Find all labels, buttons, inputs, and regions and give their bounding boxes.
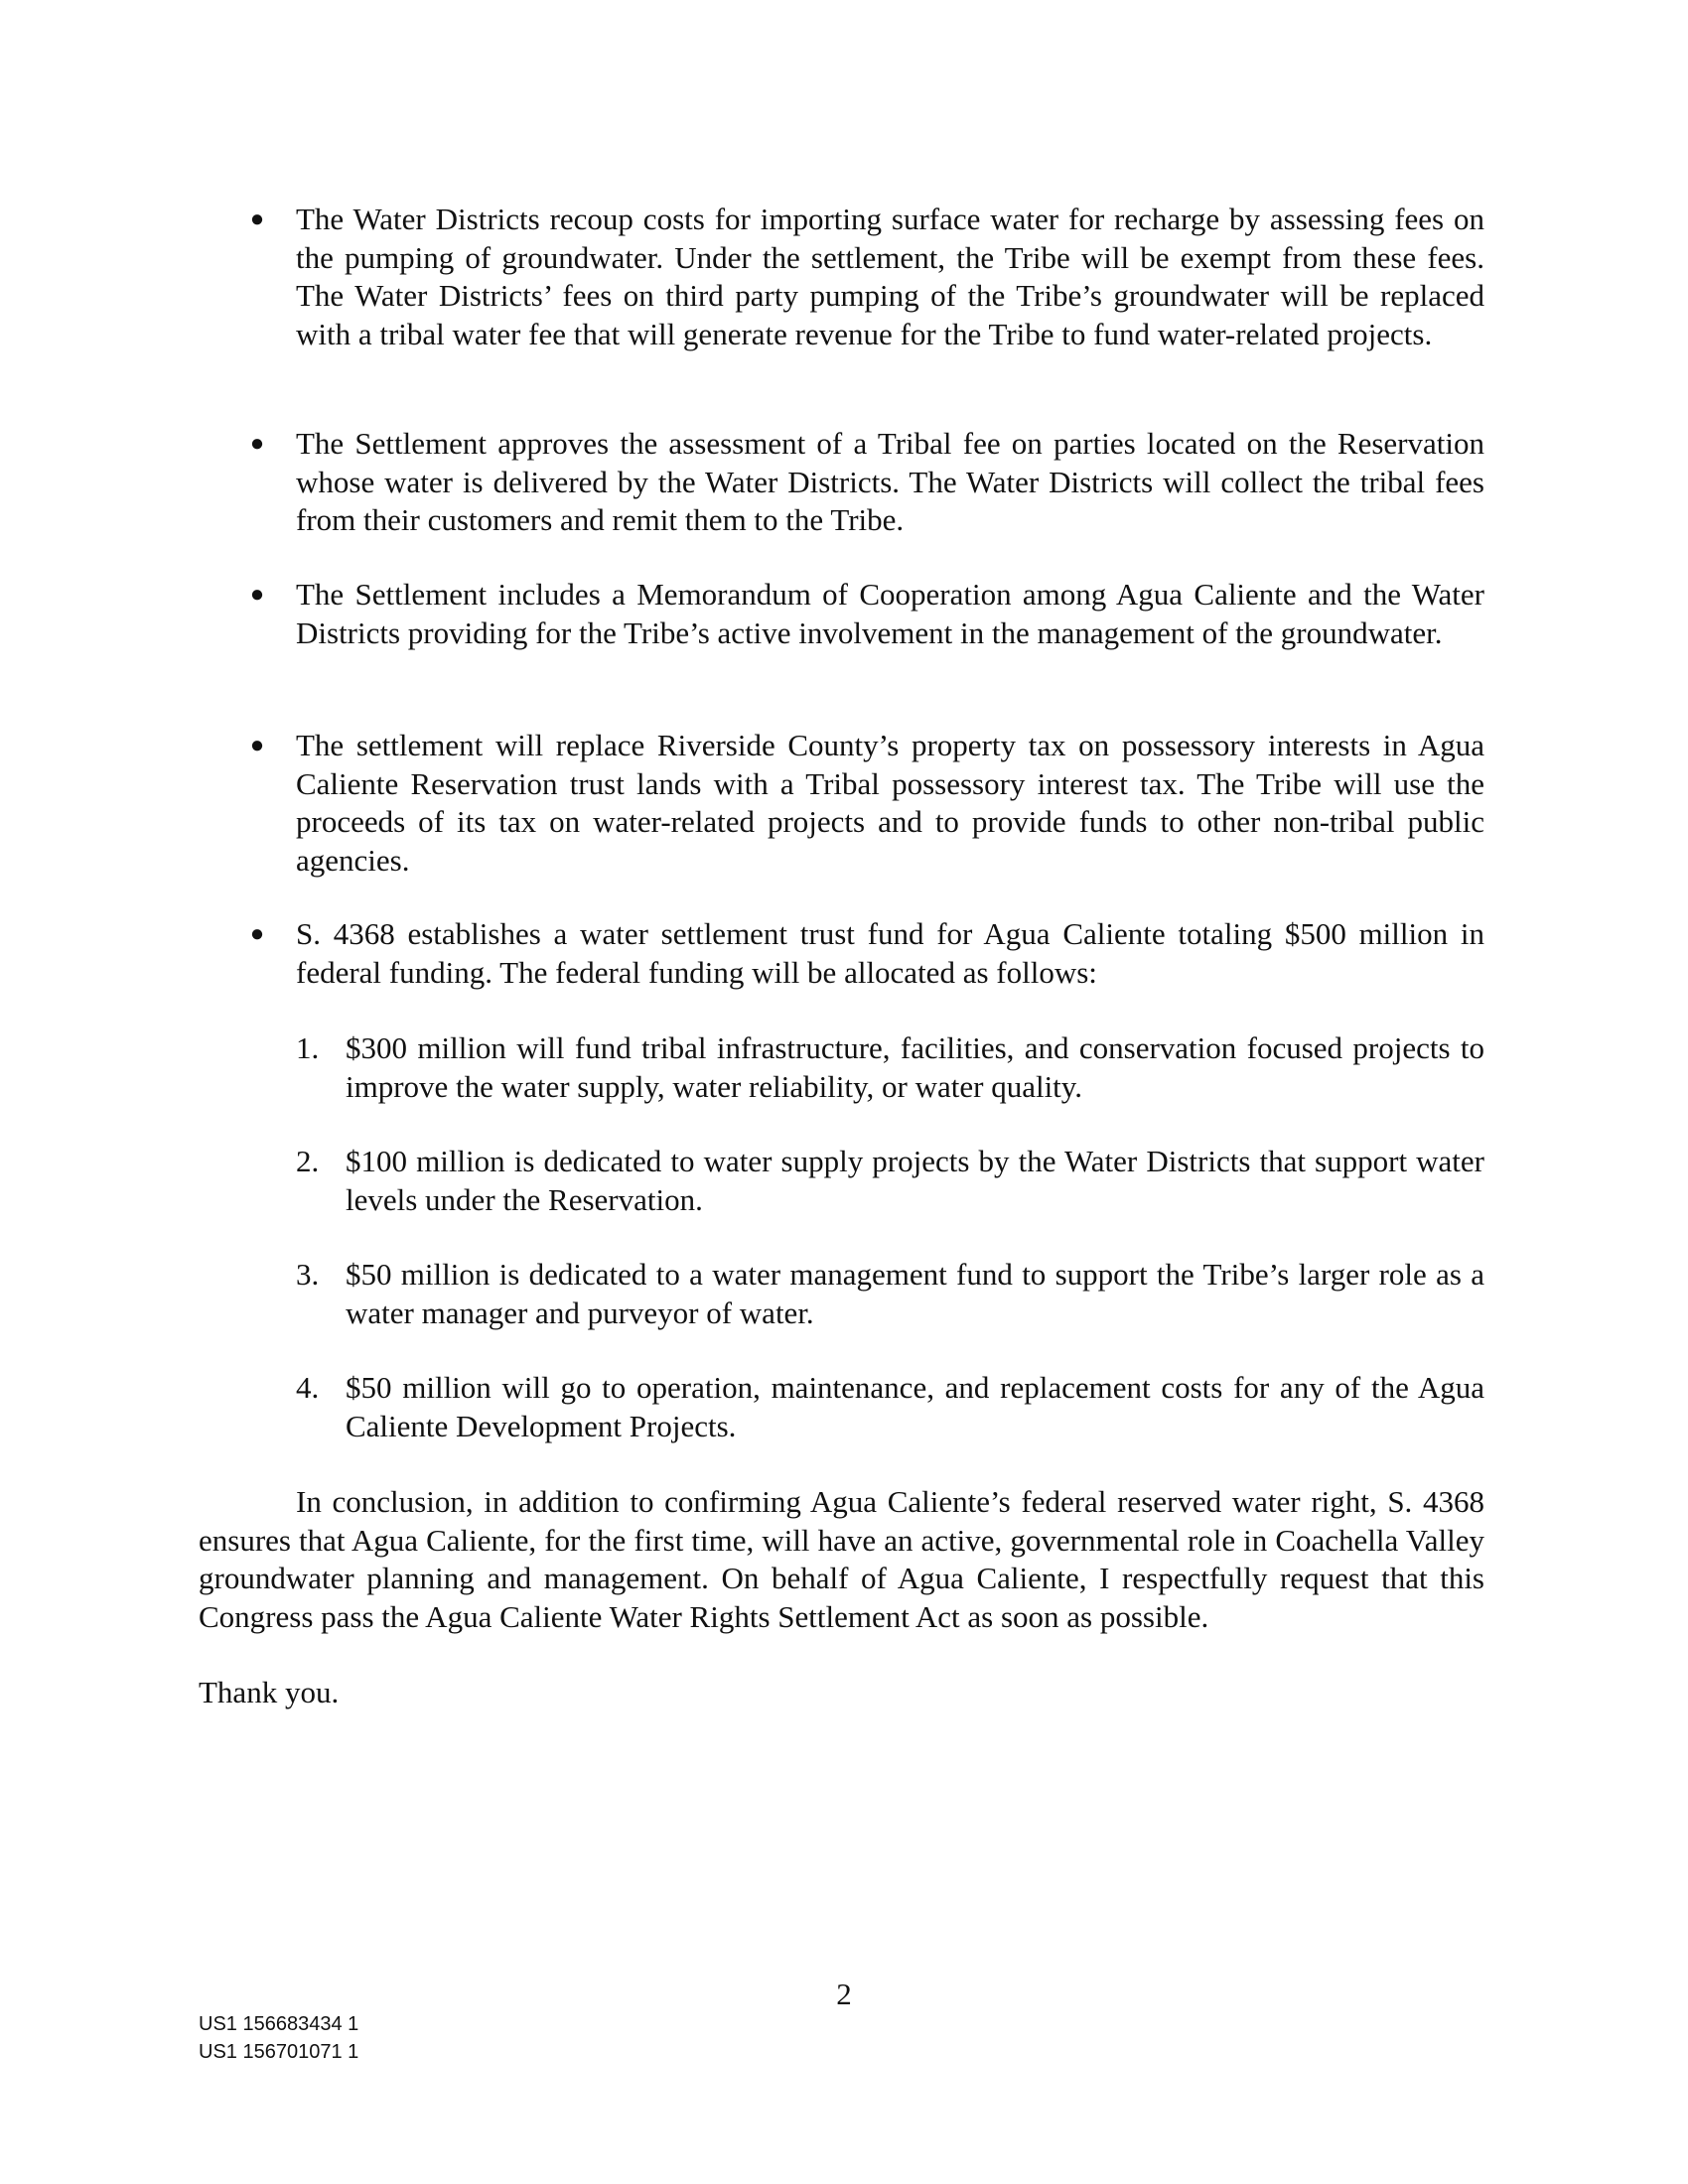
allocation-item-operation: $50 million will go to operation, maintenance, and replacement costs for any of the Agua Caliente Development Projects.	[346, 1370, 1484, 1443]
allocation-number: 3.	[296, 1257, 320, 1292]
bullet-paragraph-exemption: The Water Districts recoup costs for importing surface water for recharge by assessing fees on the pumping of groundwater. Under the settlement, the Tribe will be exempt from these fees. The Water Districts’ fees on third party pumping of the Tribe’s groundwater will be replaced with a tribal water fee that will generate revenue for the Tribe to fund water-related projects.	[296, 202, 1484, 351]
bullet-marker: ●	[249, 431, 265, 457]
allocation-number: 1.	[296, 1030, 320, 1065]
bullet-paragraph-memorandum: The Settlement includes a Memorandum of Cooperation among Agua Caliente and the Water Districts providing for the Tribe’s active involvement in the management of the groundwater.	[296, 577, 1484, 650]
allocation-item-infrastructure: $300 million will fund tribal infrastructure, facilities, and conservation focused projects to improve the water supply, water reliability, or water quality.	[346, 1030, 1484, 1104]
bullet-paragraph-property-tax: The settlement will replace Riverside County’s property tax on possessory interests in Agua Caliente Reservation trust lands with a Tribal possessory interest tax. The Tribe will use the proceeds of its tax on water-related projects and to provide funds to other non-tribal public agencies.	[296, 728, 1484, 878]
bullet-marker: ●	[249, 921, 265, 947]
bullet-marker: ●	[249, 582, 265, 608]
closing-line: Thank you.	[199, 1675, 340, 1709]
allocation-number: 4.	[296, 1370, 320, 1405]
page-number: 2	[836, 1977, 852, 2011]
document-id: US1 156701071 1	[199, 2041, 359, 2063]
bullet-marker: ●	[249, 206, 265, 232]
allocation-number: 2.	[296, 1144, 320, 1178]
allocation-item-management-fund: $50 million is dedicated to a water management fund to support the Tribe’s larger role as a water manager and purveyor of water.	[346, 1257, 1484, 1330]
document-id: US1 156683434 1	[199, 2013, 359, 2035]
conclusion-paragraph: In conclusion, in addition to confirming Agua Caliente’s federal reserved water right, S. 4368 ensures that Agua Caliente, for the first time, will have an active, governmental role in Coachella Valley groundwater planning and management. On behalf of Agua Caliente, I respectfully request that this Congress pass the Agua Caliente Water Rights Settlement Act as soon as possible.	[199, 1484, 1484, 1634]
bullet-paragraph-tribal-fee: The Settlement approves the assessment of a Tribal fee on parties located on the Reservation whose water is delivered by the Water Districts. The Water Districts will collect the tribal fees from their customers and remit them to the Tribe.	[296, 426, 1484, 537]
allocation-item-water-supply: $100 million is dedicated to water supply projects by the Water Districts that support water levels under the Reservation.	[346, 1144, 1484, 1217]
bullet-marker: ●	[249, 733, 265, 758]
bullet-paragraph-trust-fund: S. 4368 establishes a water settlement trust fund for Agua Caliente totaling $500 million in federal funding. The federal funding will be allocated as follows:	[296, 916, 1484, 990]
